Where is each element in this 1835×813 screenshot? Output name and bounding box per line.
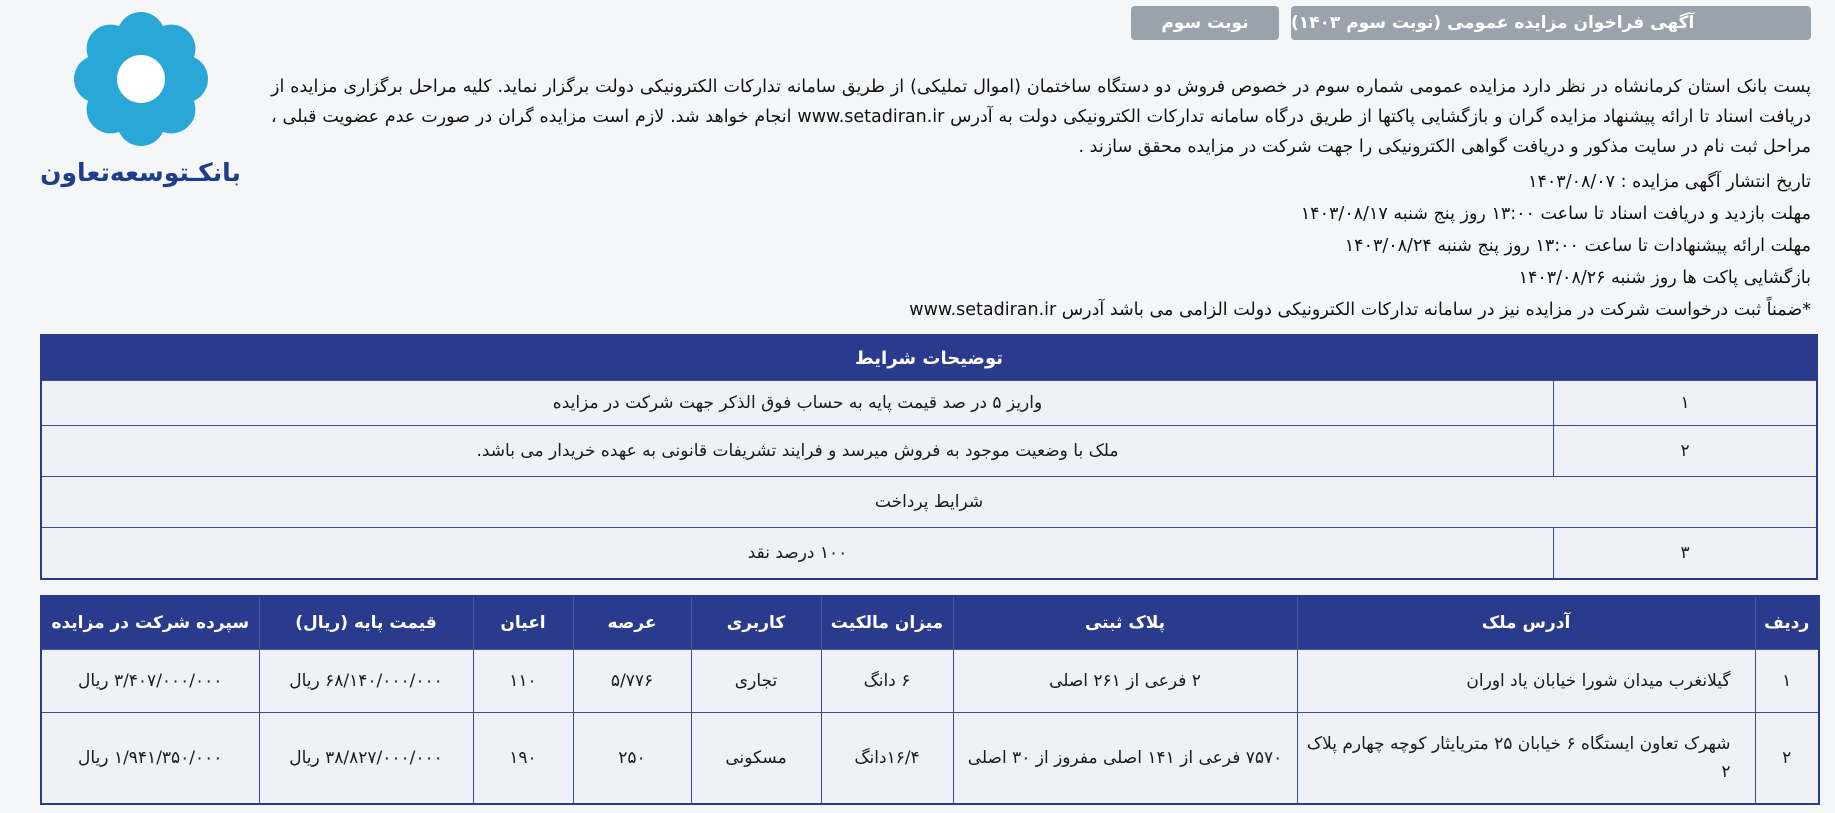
land-area-cell: ۵/۷۷۶: [573, 650, 691, 713]
condition-number: ۱: [1553, 381, 1816, 425]
address-cell: شهرک تعاون ایستگاه ۶ خیابان ۲۵ متریایثار کوچه چهارم پلاک ۲: [1297, 713, 1755, 805]
column-header: میزان مالکیت: [821, 596, 953, 650]
table-row: [41, 713, 1819, 805]
round-label: نوبت سوم: [1161, 13, 1249, 33]
conditions-header: توضیحات شرایط: [42, 336, 1816, 380]
column-header: ردیف: [1755, 596, 1819, 650]
ownership-cell: ۶ دانگ: [821, 650, 953, 713]
table-row: [41, 650, 1819, 713]
payment-conditions-header: شرایط پرداخت: [42, 476, 1816, 527]
property-table: [40, 595, 1820, 805]
publish-date-line: تاریخ انتشار آگهی مزایده : ۱۴۰۳/۰۸/۰۷: [1528, 172, 1811, 192]
usage-cell: مسکونی: [691, 713, 821, 805]
conditions-row: [42, 380, 1816, 425]
base-price-cell: ۳۸/۸۲۷/۰۰۰/۰۰۰ ریال: [259, 713, 473, 805]
usage-cell: تجاری: [691, 650, 821, 713]
plaque-cell: ۷۵۷۰ فرعی از ۱۴۱ اصلی مفروز از ۳۰ اصلی: [953, 713, 1297, 805]
conditions-table: [40, 334, 1818, 580]
registration-note-line: *ضمناً ثبت درخواست شرکت در مزایده نیز در سامانه تدارکات الکترونیکی دولت الزامی می باشد آدرس www.setadiran.ir: [909, 300, 1811, 320]
column-header: اعیان: [473, 596, 573, 650]
condition-text: ملک با وضعیت موجود به فروش میرسد و فرایند تشریفات قانونی به عهده خریدار می باشد.: [42, 426, 1553, 476]
dates-block: [271, 166, 1811, 326]
conditions-row: [42, 527, 1816, 578]
column-header: پلاک ثبتی: [953, 596, 1297, 650]
property-header-row: [41, 596, 1819, 650]
condition-text: واریز ۵ در صد قیمت پایه به حساب فوق الذکر جهت شرکت در مزایده: [42, 381, 1553, 425]
opening-date-line: بازگشایی پاکت ها روز شنبه ۱۴۰۳/۰۸/۲۶: [1518, 268, 1811, 288]
row-number-cell: ۱: [1755, 650, 1819, 713]
intro-paragraph: پست بانک استان کرمانشاه در نظر دارد مزایده عمومی شماره سوم در خصوص فروش دو دستگاه ساختمان (اموال تملیکی) از طریق سامانه تدارکات الکترونیکی دولت برگزار نماید. کلیه مراحل برگزاری مزایده از دریافت اسناد تا ارائه پیشنهاد مزایده گران و بازگشایی پاکتها از طریق درگاه سامانه تدارکات الکترونیکی دولت به آدرس www.setadiran.ir انجام خواهد شد. لازم است مزایده گران در صورت عدم عضویت قبلی ، مراحل ثبت نام در سایت مذکور و دریافت گواهی الکترونیکی را جهت شرکت در مزایده محقق سازند .: [271, 77, 1811, 157]
column-header: قیمت پایه (ریال): [259, 596, 473, 650]
row-number-cell: ۲: [1755, 713, 1819, 805]
condition-number: ۲: [1553, 426, 1816, 476]
column-header: سپرده شرکت در مزایده: [41, 596, 259, 650]
column-header: آدرس ملک: [1297, 596, 1755, 650]
header-title-tab: [1291, 6, 1811, 40]
column-header: کاربری: [691, 596, 821, 650]
visit-deadline-line: مهلت بازدید و دریافت اسناد تا ساعت ۱۳:۰۰ روز پنج شنبه ۱۴۰۳/۰۸/۱۷: [1300, 204, 1811, 224]
flower-logo-icon: [70, 8, 212, 150]
round-tab: [1131, 6, 1279, 40]
logo-text: بانکـتوسعه‌تعاون: [40, 158, 241, 187]
address-cell: گیلانغرب میدان شورا خیابان یاد اوران: [1297, 650, 1755, 713]
header-title: آگهی فراخوان مزایده عمومی (نوبت سوم ۱۴۰۳): [1291, 13, 1695, 33]
bank-logo: [18, 8, 263, 188]
building-area-cell: ۱۹۰: [473, 713, 573, 805]
building-area-cell: ۱۱۰: [473, 650, 573, 713]
land-area-cell: ۲۵۰: [573, 713, 691, 805]
deposit-cell: ۳/۴۰۷/۰۰۰/۰۰۰ ریال: [41, 650, 259, 713]
condition-text: ۱۰۰ درصد نقد: [42, 528, 1553, 578]
conditions-row: [42, 425, 1816, 476]
ownership-cell: ۱۶/۴دانگ: [821, 713, 953, 805]
deposit-cell: ۱/۹۴۱/۳۵۰/۰۰۰ ریال: [41, 713, 259, 805]
column-header: عرصه: [573, 596, 691, 650]
condition-number: ۳: [1553, 528, 1816, 578]
offer-deadline-line: مهلت ارائه پیشنهادات تا ساعت ۱۳:۰۰ روز پنج شنبه ۱۴۰۳/۰۸/۲۴: [1344, 236, 1811, 256]
base-price-cell: ۶۸/۱۴۰/۰۰۰/۰۰۰ ریال: [259, 650, 473, 713]
plaque-cell: ۲ فرعی از ۲۶۱ اصلی: [953, 650, 1297, 713]
